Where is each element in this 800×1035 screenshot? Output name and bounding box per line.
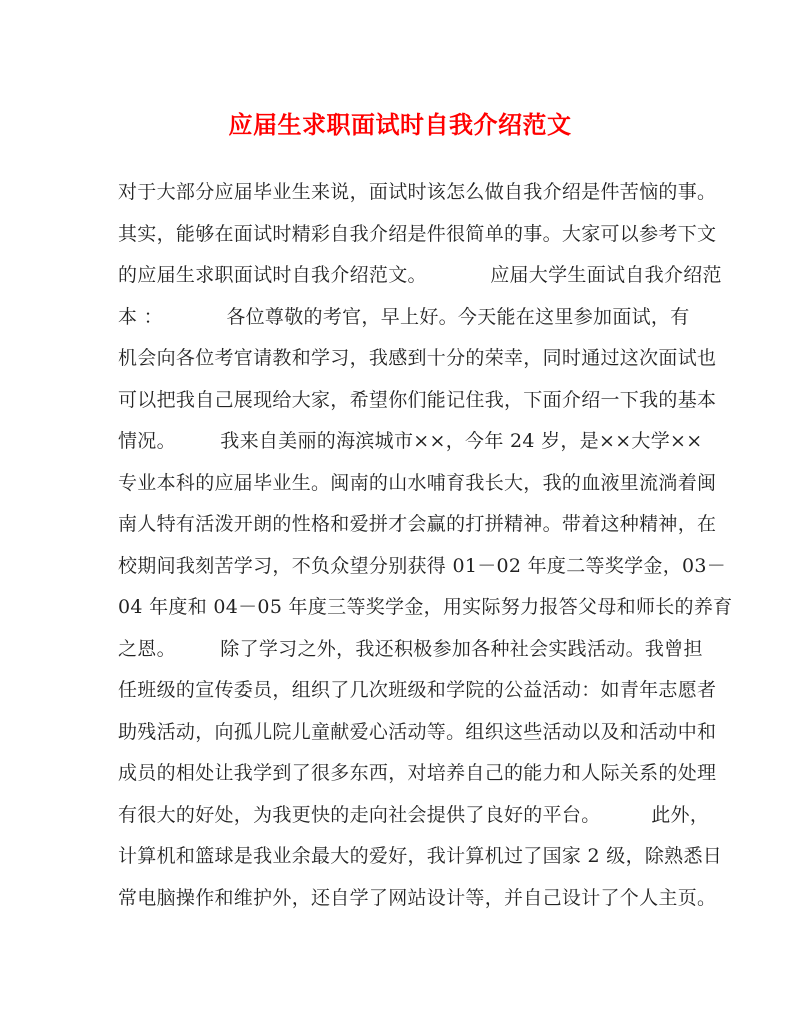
body-line: 之恩。 除了学习之外，我还积极参加各种社会实践活动。我曾担 — [118, 637, 703, 660]
body-line: 情况。 我来自美丽的海滨城市××，今年 24 岁，是××大学×× — [118, 430, 703, 452]
body-line: 常电脑操作和维护外，还自学了网站设计等，并自己设计了个人主页。 — [118, 886, 717, 909]
body-line: 对于大部分应届毕业生来说，面试时该怎么做自我介绍是件苦恼的事。 — [118, 181, 717, 203]
body-line: 有很大的好处，为我更快的走向社会提供了良好的平台。 此外， — [118, 803, 710, 826]
body-line: 计算机和篮球是我业余最大的爱好，我计算机过了国家 2 级，除熟悉日 — [118, 845, 723, 867]
body-line: 机会向各位考官请教和学习，我感到十分的荣幸，同时通过这次面试也 — [118, 347, 717, 369]
body-line: 的应届生求职面试时自我介绍范文。 应届大学生面试自我介绍范 — [118, 264, 722, 286]
body-line: 04 年度和 04－05 年度三等奖学金，用实际努力报答父母和师长的养育 — [118, 596, 733, 618]
body-line: 校期间我刻苦学习，不负众望分别获得 01－02 年度二等奖学金，03－ — [118, 554, 727, 577]
body-line: 成员的相处让我学到了很多东西，对培养自己的能力和人际关系的处理 — [118, 762, 717, 784]
document-body — [118, 172, 733, 919]
body-line: 可以把我自己展现给大家，希望你们能记住我，下面介绍一下我的基本 — [118, 388, 717, 411]
body-line: 专业本科的应届毕业生。闽南的山水哺育我长大，我的血液里流淌着闽 — [118, 471, 717, 494]
body-line: 南人特有活泼开朗的性格和爱拼才会赢的打拼精神。带着这种精神，在 — [118, 513, 717, 535]
document-title: 应届生求职面试时自我介绍范文 — [228, 110, 572, 139]
body-line: 任班级的宣传委员，组织了几次班级和学院的公益活动：如青年志愿者 — [118, 679, 717, 701]
body-line: 本 ： 各位尊敬的考官，早上好。今天能在这里参加面试，有 — [118, 305, 690, 328]
body-line: 助残活动，向孤儿院儿童献爱心活动等。组织这些活动以及和活动中和 — [118, 720, 717, 743]
body-line: 其实，能够在面试时精彩自我介绍是件很简单的事。大家可以参考下文 — [118, 222, 717, 245]
